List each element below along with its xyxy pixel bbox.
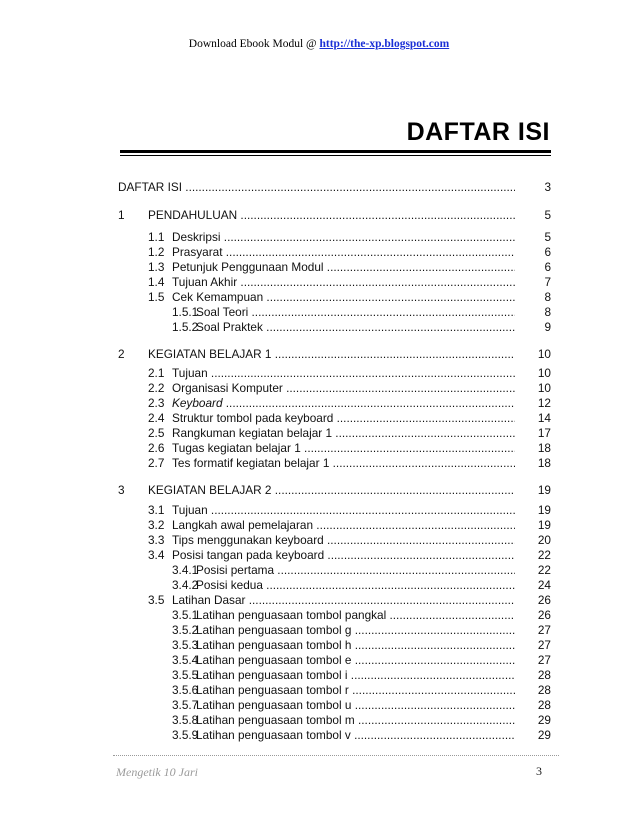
toc-entry[interactable] xyxy=(118,623,551,638)
toc-entry-page: 8 xyxy=(544,290,551,304)
toc-entry-text: Tujuan Akhir xyxy=(172,275,238,289)
toc-entry-text: Soal Praktek xyxy=(196,320,263,334)
toc-entry[interactable] xyxy=(118,366,551,381)
toc-entry-label xyxy=(196,623,515,638)
toc-entry-label xyxy=(196,713,515,728)
toc-entry-number: 3.2 xyxy=(148,518,165,532)
page-header xyxy=(0,38,638,50)
toc-entry[interactable] xyxy=(118,290,551,305)
toc-entry-label xyxy=(196,668,515,683)
toc-entry-page: 28 xyxy=(537,683,551,697)
toc-entry[interactable] xyxy=(118,441,551,456)
toc-entry-text: Latihan penguasaan tombol pangkal xyxy=(196,608,387,622)
toc-entry-page: 29 xyxy=(537,713,551,727)
toc-entry-text: Latihan penguasaan tombol u xyxy=(196,698,352,712)
toc-entry-text: Keyboard xyxy=(172,396,223,410)
toc-entry-page: 6 xyxy=(544,245,551,259)
toc-entry[interactable] xyxy=(118,668,551,683)
toc-entry[interactable] xyxy=(118,728,551,743)
toc-entry-text: Tips menggunakan keyboard xyxy=(172,533,324,547)
toc-entry[interactable] xyxy=(118,503,551,518)
toc-entry-label xyxy=(172,503,515,518)
toc-entry-page: 19 xyxy=(537,503,551,517)
toc-entry[interactable] xyxy=(118,698,551,713)
toc-entry-number: 3.5.7 xyxy=(172,698,199,712)
toc-entry-page: 24 xyxy=(537,578,551,592)
footer-title: Mengetik 10 Jari xyxy=(116,765,198,779)
toc-entry-page: 22 xyxy=(537,548,551,562)
toc-entry-page: 6 xyxy=(544,260,551,274)
footer-page-number: 3 xyxy=(536,764,542,778)
toc-entry-number: 3.5.8 xyxy=(172,713,199,727)
toc-entry-number: 2.3 xyxy=(148,396,165,410)
toc-entry-label xyxy=(172,366,515,381)
toc-entry-text: Posisi tangan pada keyboard xyxy=(172,548,325,562)
toc-entry-text: Latihan penguasaan tombol g xyxy=(196,623,352,637)
toc-entry-label xyxy=(118,180,515,195)
toc-entry[interactable] xyxy=(118,593,551,608)
toc-entry-number: 3.4.1 xyxy=(172,563,199,577)
toc-entry[interactable] xyxy=(118,396,551,411)
toc-entry-label xyxy=(196,653,515,668)
toc-entry-number: 2.2 xyxy=(148,381,165,395)
toc-entry-text: Posisi pertama xyxy=(196,563,275,577)
toc-entry-number: 2.1 xyxy=(148,366,165,380)
toc-entry-number: 2.6 xyxy=(148,441,165,455)
toc-entry-page: 27 xyxy=(537,638,551,652)
toc-entry-text: Petunjuk Penggunaan Modul xyxy=(172,260,324,274)
toc-entry-number: 3.5.5 xyxy=(172,668,199,682)
toc-entry-page: 28 xyxy=(537,698,551,712)
toc-entry-page: 10 xyxy=(537,381,551,395)
toc-entry-number: 3.3 xyxy=(148,533,165,547)
toc-entry-label xyxy=(172,396,515,411)
toc-entry-number: 2.5 xyxy=(148,426,165,440)
toc-entry-label xyxy=(172,230,515,245)
toc-entry-number: 1.3 xyxy=(148,260,165,274)
toc-entry[interactable] xyxy=(118,411,551,426)
toc-entry-page: 12 xyxy=(537,396,551,410)
toc-entry-label xyxy=(172,426,515,441)
toc-entry-page: 26 xyxy=(537,593,551,607)
toc-entry-text: Organisasi Komputer xyxy=(172,381,283,395)
toc-entry-page: 22 xyxy=(537,563,551,577)
title-rule-thick xyxy=(120,150,551,153)
toc-entry-text: Tujuan xyxy=(172,366,208,380)
toc-entry-page: 18 xyxy=(537,441,551,455)
toc-entry-text: Latihan Dasar xyxy=(172,593,246,607)
toc-entry-label xyxy=(172,548,515,563)
toc-entry-text: Rangkuman kegiatan belajar 1 xyxy=(172,426,333,440)
toc-entry-label xyxy=(172,290,515,305)
toc-entry-text: Posisi kedua xyxy=(196,578,263,592)
toc-entry-text: DAFTAR ISI xyxy=(118,180,183,194)
title-rule-thin xyxy=(120,155,551,156)
toc-entry-page: 3 xyxy=(544,180,551,194)
toc-entry-number: 1.5.2 xyxy=(172,320,199,334)
toc-entry-number: 1.5.1 xyxy=(172,305,199,319)
page-title: DAFTAR ISI xyxy=(406,118,550,146)
toc-entry-text: Struktur tombol pada keyboard xyxy=(172,411,334,425)
toc-entry-label xyxy=(196,305,515,320)
toc-entry-text: Latihan penguasaan tombol v xyxy=(196,728,351,742)
toc-entry-page: 18 xyxy=(537,456,551,470)
toc-entry-page: 28 xyxy=(537,668,551,682)
toc-entry-text: KEGIATAN BELAJAR 1 xyxy=(148,347,272,361)
toc-entry-label xyxy=(196,563,515,578)
toc-entry-page: 9 xyxy=(544,320,551,334)
toc-entry-label xyxy=(172,518,515,533)
toc-entry-label xyxy=(148,483,515,498)
toc-entry-number: 3.5.3 xyxy=(172,638,199,652)
toc-entry-page: 17 xyxy=(537,426,551,440)
toc-entry-text: Latihan penguasaan tombol r xyxy=(196,683,349,697)
toc-entry-page: 8 xyxy=(544,305,551,319)
toc-entry-page: 5 xyxy=(544,208,551,222)
toc-entry-page: 27 xyxy=(537,653,551,667)
toc-entry-number: 3.4 xyxy=(148,548,165,562)
toc-entry[interactable] xyxy=(118,548,551,563)
toc-entry-label xyxy=(172,456,515,471)
toc-entry-text: Latihan penguasaan tombol h xyxy=(196,638,352,652)
toc-entry-text: Langkah awal pemelajaran xyxy=(172,518,314,532)
toc-entry-number: 3.5.1 xyxy=(172,608,199,622)
toc-entry-number: 2 xyxy=(118,347,125,361)
toc-entry[interactable] xyxy=(118,305,551,320)
toc-entry-page: 29 xyxy=(537,728,551,742)
toc-entry[interactable] xyxy=(118,320,551,335)
toc-entry-label xyxy=(172,275,515,290)
toc-entry-page: 20 xyxy=(537,533,551,547)
toc-entry-number: 1.1 xyxy=(148,230,165,244)
toc-entry-label xyxy=(172,441,515,456)
toc-entry-number: 1.2 xyxy=(148,245,165,259)
toc-entry-text: Latihan penguasaan tombol m xyxy=(196,713,355,727)
toc-entry[interactable] xyxy=(118,260,551,275)
toc-entry[interactable] xyxy=(118,533,551,548)
toc-entry-page: 10 xyxy=(537,366,551,380)
toc-entry-label xyxy=(196,698,515,713)
toc-entry[interactable] xyxy=(118,483,551,498)
toc-entry-page: 27 xyxy=(537,623,551,637)
toc-entry-label xyxy=(172,381,515,396)
toc-entry-number: 3.5 xyxy=(148,593,165,607)
toc-entry[interactable] xyxy=(118,245,551,260)
toc-entry-number: 1.4 xyxy=(148,275,165,289)
header-link[interactable]: http://the-xp.blogspot.com xyxy=(319,38,450,50)
toc-entry[interactable] xyxy=(118,347,551,362)
toc-entry-label xyxy=(196,608,515,623)
toc-entry[interactable] xyxy=(118,713,551,728)
toc-entry-text: PENDAHULUAN xyxy=(148,208,238,222)
toc-entry-label xyxy=(148,347,515,362)
toc-entry-text: Deskripsi xyxy=(172,230,221,244)
toc-entry[interactable] xyxy=(118,608,551,623)
toc-entry-page: 7 xyxy=(544,275,551,289)
toc-entry[interactable] xyxy=(118,563,551,578)
toc-entry-number: 1.5 xyxy=(148,290,165,304)
toc-entry-label xyxy=(172,411,515,426)
toc-entry[interactable] xyxy=(118,578,551,593)
toc-entry-number: 3.4.2 xyxy=(172,578,199,592)
toc-entry-label xyxy=(172,245,515,260)
toc-entry-label xyxy=(196,638,515,653)
toc-entry[interactable] xyxy=(118,456,551,471)
toc-entry-number: 2.4 xyxy=(148,411,165,425)
header-prefix: Download Ebook Modul @ xyxy=(188,38,320,50)
toc-entry-label xyxy=(148,208,515,223)
toc-entry-label xyxy=(172,260,515,275)
toc-entry-text: Latihan penguasaan tombol e xyxy=(196,653,352,667)
toc-entry-page: 10 xyxy=(537,347,551,361)
toc-entry-label xyxy=(172,593,515,608)
toc-entry-text: Cek Kemampuan xyxy=(172,290,264,304)
toc-entry-text: Tes formatif kegiatan belajar 1 xyxy=(172,456,330,470)
toc-entry-number: 2.7 xyxy=(148,456,165,470)
toc-entry-number: 3 xyxy=(118,483,125,497)
toc-entry-text: Soal Teori xyxy=(196,305,249,319)
toc-entry-label xyxy=(196,728,515,743)
toc-entry-text: Tujuan xyxy=(172,503,208,517)
toc-entry[interactable] xyxy=(118,653,551,668)
toc-entry[interactable] xyxy=(118,381,551,396)
toc-entry-text: Latihan penguasaan tombol i xyxy=(196,668,348,682)
toc-entry-label xyxy=(196,683,515,698)
toc-entry[interactable] xyxy=(118,426,551,441)
toc-entry-page: 19 xyxy=(537,483,551,497)
toc-entry[interactable] xyxy=(118,180,551,195)
toc-entry-label xyxy=(196,320,515,335)
toc-entry-number: 3.1 xyxy=(148,503,165,517)
toc-entry[interactable] xyxy=(118,683,551,698)
toc-entry-number: 3.5.2 xyxy=(172,623,199,637)
toc-entry-page: 26 xyxy=(537,608,551,622)
toc-entry-page: 14 xyxy=(537,411,551,425)
toc-entry[interactable] xyxy=(118,230,551,245)
toc-entry-page: 19 xyxy=(537,518,551,532)
toc-entry-number: 3.5.6 xyxy=(172,683,199,697)
toc-entry-label xyxy=(196,578,515,593)
toc-entry-label xyxy=(172,533,515,548)
toc-entry-number: 1 xyxy=(118,208,125,222)
toc-entry-number: 3.5.9 xyxy=(172,728,199,742)
toc-entry-text: Tugas kegiatan belajar 1 xyxy=(172,441,301,455)
toc-entry-text: KEGIATAN BELAJAR 2 xyxy=(148,483,272,497)
toc-entry[interactable] xyxy=(118,518,551,533)
toc-entry-page: 5 xyxy=(544,230,551,244)
toc-entry[interactable] xyxy=(118,208,551,223)
toc-entry-number: 3.5.4 xyxy=(172,653,199,667)
footer-divider xyxy=(113,755,559,756)
toc-entry-text: Prasyarat xyxy=(172,245,223,259)
toc-entry[interactable] xyxy=(118,275,551,290)
toc-entry[interactable] xyxy=(118,638,551,653)
